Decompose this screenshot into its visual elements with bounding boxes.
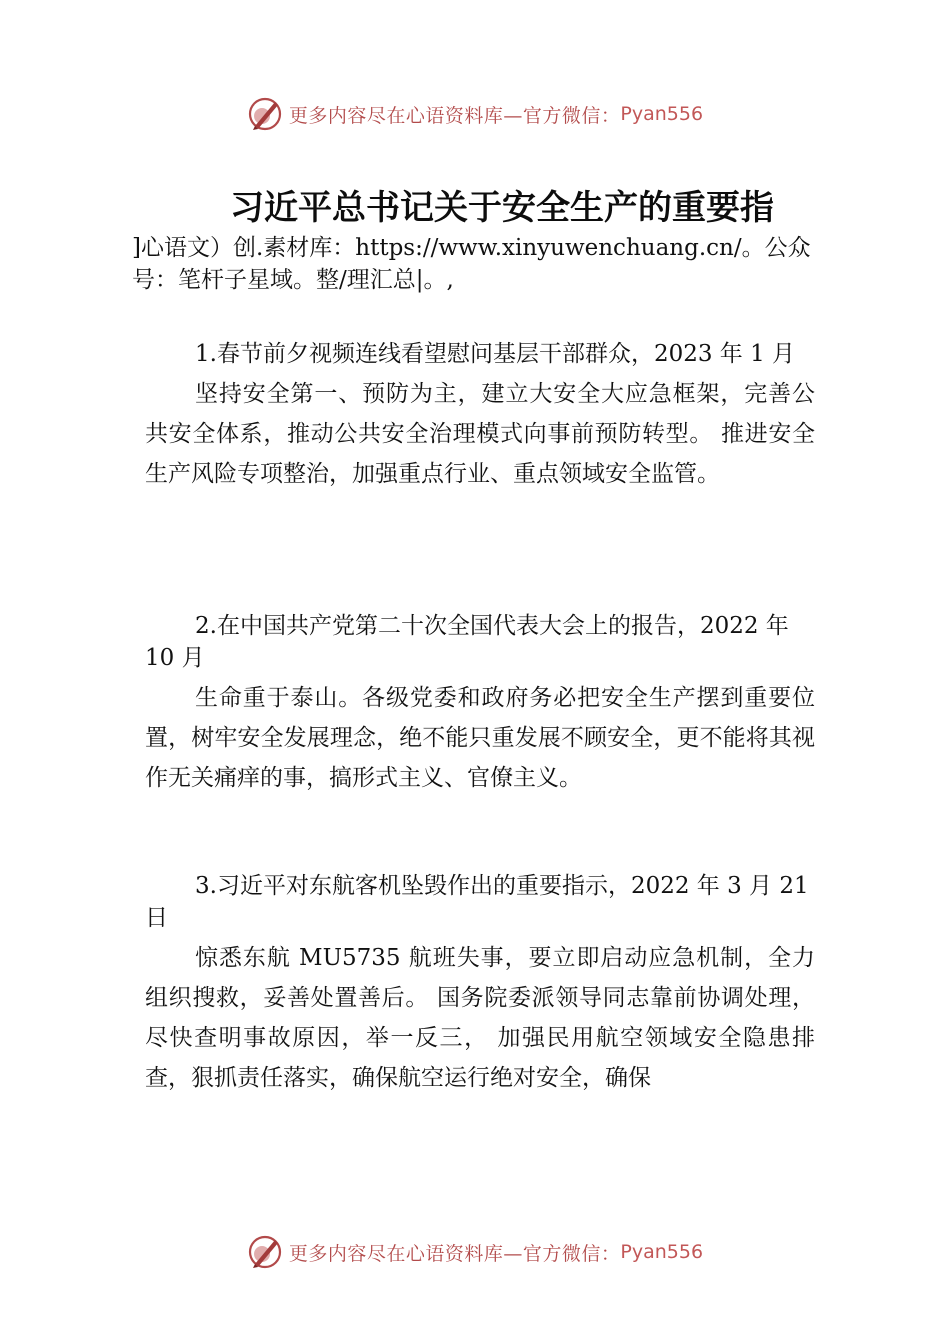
section-body: 惊悉东航 MU5735 航班失事，要立即启动应急机制，全力组织搜救，妥善处置善后。 国务院委派领导同志靠前协调处理，尽快查明事故原因，举一反三， 加强民用航空领域安全隐患排查，狠抓责任落实，确保航空运行绝对安全，确保 — [145, 945, 815, 1091]
section-heading: 3.习近平对东航客机坠毁作出的重要指示，2022 年 3 月 21 日 — [145, 873, 809, 931]
section-3 — [145, 870, 815, 1098]
header-banner — [0, 94, 950, 134]
banner-text: 更多内容尽在心语资料库—官方微信： — [288, 104, 621, 127]
banner-wechat-id: Pyan556 — [620, 103, 704, 125]
banner-text: 更多内容尽在心语资料库—官方微信： — [288, 1242, 621, 1265]
section-body: 生命重于泰山。各级党委和政府务必把安全生产摆到重要位置，树牢安全发展理念，绝不能只重发展不顾安全，更不能将其视作无关痛痒的事，搞形式主义、官僚主义。 — [145, 685, 815, 791]
section-heading: 2.在中国共产党第二十次全国代表大会上的报告，2022 年 10 月 — [145, 613, 789, 671]
banner-wechat-id: Pyan556 — [620, 1241, 704, 1263]
pen-logo-icon — [247, 96, 283, 132]
section-body: 坚持安全第一、预防为主，建立大安全大应急框架，完善公共安全体系，推动公共安全治理模式向事前预防转型。 推进安全生产风险专项整治，加强重点行业、重点领域安全监管。 — [145, 381, 815, 487]
section-1 — [145, 338, 815, 494]
pen-logo-icon — [247, 1234, 283, 1270]
section-2 — [145, 610, 815, 798]
section-heading: 1.春节前夕视频连线看望慰问基层干部群众，2023 年 1 月 — [195, 341, 796, 367]
source-note: ]心语文）创.素材库：https://www.xinyuwenchuang.cn/。公众号：笔杆子星域。整/理汇总|。, — [132, 235, 811, 293]
footer-banner — [0, 1232, 950, 1272]
document-title: 习近平总书记关于安全生产的重要指 — [230, 188, 774, 228]
